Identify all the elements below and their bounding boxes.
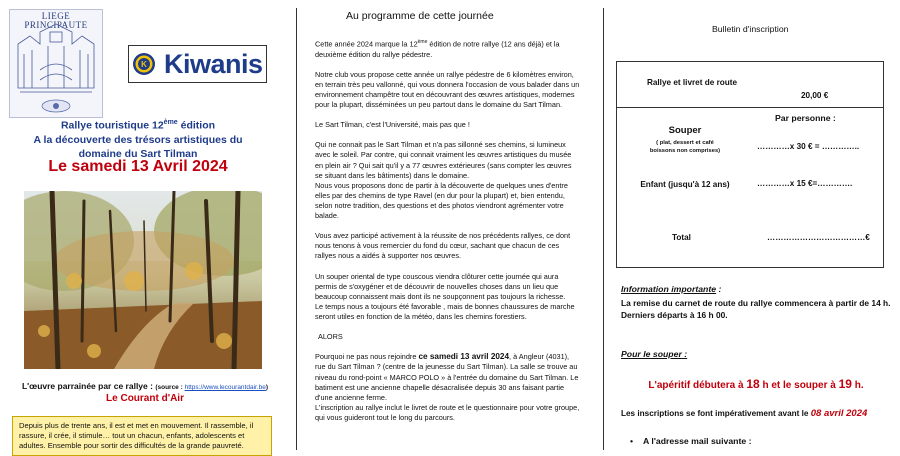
lecourantdair-link[interactable]: https://www.lecourantdair.be [184, 384, 266, 391]
souper-heading: Pour le souper : [621, 349, 688, 359]
oeuvre-label: L'œuvre parrainée par ce rallye : [21, 381, 156, 391]
source-prefix: (source : [155, 384, 185, 391]
mail-address-item: • A l'adresse mail suivante : [630, 436, 752, 446]
paragraph-intro: Cette année 2024 marque la 12ème édition de notre rallye (12 ans déjà) et la deuxième édition du rallye pédestre. [315, 39, 560, 59]
paragraph-alors: ALORS [318, 332, 343, 342]
liege-principaute-logo [9, 9, 103, 118]
table-row-souper [617, 107, 883, 267]
paragraph-rallye: Notre club vous propose cette année un rallye pédestre de 6 kilomètres environ, en terrain très peu vallonné, qui vous donnera l'occasion de vous balader dans un environnement champêtre tout en découvrant des œuvres artistiques, modernes pour la plupart, disséminées un peu partout dans le domaine du Sart Tilman. [315, 69, 580, 109]
rallye-subtitle-line2: domaine du Sart Tilman [78, 147, 198, 160]
registration-table [616, 61, 884, 268]
kiwanis-emblem-icon [132, 52, 156, 76]
souper-note: ( plat, dessert et café boissons non comprises) [649, 140, 721, 154]
souper-price-field[interactable]: …………x 30 € = ………….. [757, 142, 860, 151]
paragraph-university: Le Sart Tilman, c'est l'Université, mais pas que ! [315, 120, 470, 130]
paragraph-decouverte: Nous vous proposons donc de partir à la découverte de quelques unes d'entre elles par des chemins de type Ravel (en dur pour la plupart) et, bien entendu, selon notre tradition, des questions et des photos viendront agrémenter votre balade. [315, 180, 568, 221]
rallye-title-sup: ème [163, 119, 178, 126]
bulletin-title: Bulletin d'inscription [712, 24, 789, 34]
information-heading: Information importante : [621, 284, 722, 294]
rallye-title-suffix: édition [177, 119, 216, 132]
forest-photo [24, 191, 262, 369]
kiwanis-wordmark: Kiwanis [164, 48, 263, 79]
enfant-label: Enfant (jusqu'à 12 ans) [640, 180, 730, 189]
paragraph-remerciement: Vous avez participé activement à la réussite de nos précédents rallyes, ce dont nous tenons à vous remercier du fond du cœur, sachant que chacun de ces rallyes nous a aidés à supporter nos œuvres. [315, 231, 571, 261]
par-personne-label: Par personne : [775, 113, 836, 123]
paragraph-inscription: L'inscription au rallye inclut le livret de route et le questionnaire pour votre groupe, qui vous guideront tout le long du parcours. [315, 402, 580, 422]
oeuvre-name: Le Courant d'Air [106, 393, 184, 404]
programme-title: Au programme de cette journée [346, 10, 494, 22]
rallye-heading [18, 116, 258, 161]
source-suffix: ) [265, 384, 269, 391]
rallye-livret-label: Rallye et livret de route [646, 78, 738, 87]
souper-label: Souper [668, 125, 702, 136]
column-divider-left [296, 8, 297, 450]
programme-text [315, 37, 580, 433]
paragraph-lieu: Pourquoi ne pas nous rejoindre ce samedi 13 avril 2024, à Angleur (4031), rue du Sart Tilman ? (centre de la jeunesse du Sart Tilman). La salle se trouve au niveau du rond-point « MARCO POLO » à l'entrée du domaine du Sart Tilman. Le batiment est une ancienne chapelle désacralisée depuis 30 ans faisant partie d'une ancienne ferme. [315, 352, 579, 402]
courant-dair-description-box: Depuis plus de trente ans, il est et met en mouvement. Il rassemble, il rassure, il crée, il stimule… tout un chacun, enfants, adolescents et adultes. Ensemble pour sortir des difficultés de la grande pauvreté. [12, 416, 272, 456]
total-field[interactable]: ………………………………€ [767, 233, 870, 242]
aperitif-schedule: L'apéritif débutera à 18 h et le souper à 19 h. [648, 377, 864, 391]
rallye-title: Rallye touristique 12 [60, 119, 164, 132]
castle-sketch-icon [10, 10, 102, 117]
inscription-deadline: Les inscriptions se font impérativement avant le 08 avril 2024 [621, 408, 868, 419]
information-text: La remise du carnet de route du rallye commencera à partir de 14 h. Derniers départs à 16 h 00. [621, 298, 891, 320]
bullet-icon: • [630, 436, 634, 446]
event-date: Le samedi 13 Avril 2024 [48, 158, 228, 175]
liege-logo-text: LIEGE PRINCIPAUTE [24, 11, 88, 30]
oeuvre-line [20, 380, 270, 394]
enfant-price-field[interactable]: …………x 15 €=…………. [757, 179, 853, 188]
kiwanis-logo [128, 45, 267, 83]
paragraph-meteo: Le temps nous a toujours été favorable , mais de bonnes chaussures de marche seront utiles en fonction de la météo, dans les chemins forestiers. [315, 301, 575, 321]
column-divider-right [603, 8, 604, 450]
total-label: Total [672, 233, 691, 242]
table-row-rallye [617, 62, 883, 108]
svg-text:K: K [141, 60, 147, 69]
rallye-price: 20,00 € [801, 91, 829, 100]
paragraph-souper: Un souper oriental de type couscous viendra clôturer cette journée qui aura permis de s'oxygéner et de découvrir de nouvelles choses dans un lieu que beaucoup connaissent mais dont ils ne soupçonnent pas toujours la richesse. [315, 271, 566, 301]
rallye-subtitle-line1: A la découverte des trésors artistiques du [33, 133, 243, 146]
paragraph-musee: Qui ne connait pas le Sart Tilman et n'a pas sillonné ses chemins, si lumineux avec le soleil. Par contre, qui connait vraiment les œuvres artistiques du musée en plein air ? Qui sait qu'il y a 77 œuvres extérieures (sans compter les œuvres se situant dans les bâtiments) dans le domaine. [315, 140, 572, 180]
